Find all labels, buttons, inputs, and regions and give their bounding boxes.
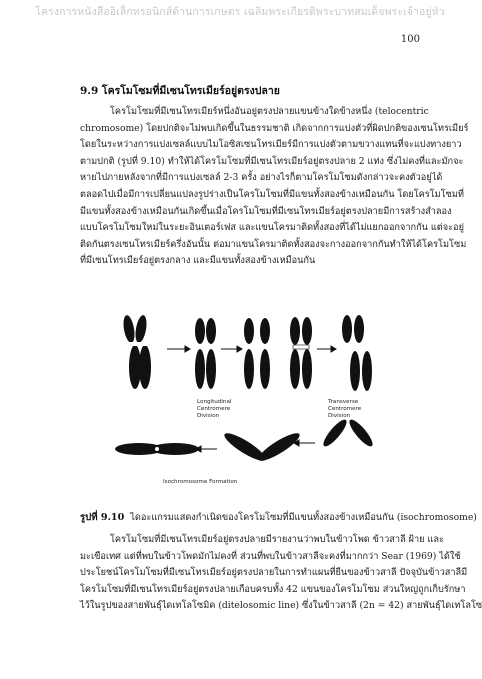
label-transverse-line: Division <box>328 413 351 419</box>
caption-number: รูปที่ 9.10 <box>80 512 125 523</box>
label-longitudinal-line: Longitudinal <box>197 399 232 405</box>
section-title: 9.9 โครโมโซมที่มีเซนโทรเมียร์อยู่ตรงปลาย <box>80 85 280 97</box>
paragraph-occurrence <box>80 532 482 615</box>
arrow-icon <box>221 346 242 352</box>
paragraph-line: โครโมโซมที่มีเซนโทรเมียร์อยู่ตรงปลายเกือบครบทั้ง 42 แขนของโครโมโซม ส่วนใหญ่ถูกเก็บรักษา <box>80 583 466 595</box>
running-header: โครงการหนังสืออิเล็กทรอนิกส์ด้านการเกษตร เฉลิมพระเกียรติพระบาทสมเด็จพระเจ้าอยู่หัว <box>35 6 445 18</box>
paragraph-line: ตลอดไปเมื่อมีการเปลี่ยนแปลงรูปร่างเป็นโครโมโซมที่มีแขนทั้งสองข้างเหมือนกัน โดยโครโมโซมที่ <box>80 188 464 200</box>
paragraph-line: ติดกันตรงเซนโทรเมียร์ครึ่งอันนั้น ต่อมาแขนโครมาติดทั้งสองจะกางออกจากกันทำให้ได้โครโมโซม <box>80 238 467 250</box>
label-transverse-line: Transverse <box>328 399 359 405</box>
paragraph-line: chromosome) โดยปกติจะไม่พบเกิดขึ้นในธรรมชาติ เกิดจากการแบ่งตัวที่ผิดปกติของเซนโทรเมียร์ <box>80 122 469 134</box>
label-isochromosome-formation: Isochromosome Formation <box>163 479 238 485</box>
arrow-icon <box>317 346 336 352</box>
paragraph-telocentric <box>80 104 469 270</box>
paragraph-line: โดยในระหว่างการแบ่งเซลล์แบบไมโอซิสเซนโทรเมียร์มีการแบ่งตัวตามขวางแทนที่จะแบ่งทางยาว <box>80 139 462 151</box>
paragraph-line: ที่มีเซนโทรเมียร์อยู่ตรงกลาง และมีแขนทั้งสองข้างเหมือนกัน <box>80 255 316 267</box>
arrow-icon <box>167 346 190 352</box>
paragraph-line: ไว้ในรูปของสายพันธุ์ไดเทโลโซมิค (ditelosomic line) ซึ่งในข้าวสาลี (2n = 42) สายพันธุ์ไดเทโลโซ <box>80 600 482 612</box>
chromosome-longitudinal-start <box>122 314 151 389</box>
chromosome-partially-spread <box>221 429 302 465</box>
figure-caption <box>80 510 477 525</box>
diagram-svg <box>115 315 385 495</box>
chromosome-longitudinal-result <box>244 318 270 389</box>
paragraph-line: ประโยชน์โครโมโซมที่มีเซนโทรเมียร์อยู่ตรงปลายในการทำแผนที่ยีนของข้าวสาลี ปัจจุบันข้าวสาลีมี <box>80 567 468 579</box>
isochromosome-result <box>115 443 199 455</box>
paragraph-line: โครโมโซมที่มีเซนโทรเมียร์อยู่ตรงปลายมีรายงานว่าพบในข้าวโพด ข้าวสาลี ฝ้าย และ <box>110 534 444 545</box>
chromosome-transverse-start <box>290 317 312 389</box>
paragraph-line: แบบโครโมโซมใหม่ในระยะอินเตอร์เฟส และแขนโครมาติดทั้งสองที่ได้ไม่แยกออกจากกัน แต่จะอยู่ <box>80 222 464 234</box>
paragraph-line: หายไปภายหลังจากที่มีการแบ่งเซลล์ 2-3 ครั้ง อย่างไรก็ตามโครโมโซมดังกล่าวจะคงตัวอยู่ได้ <box>80 172 443 184</box>
paragraph-line: มะเขือเทศ แต่ที่พบในข้าวโพดมักไม่คงที่ ส่วนที่พบในข้าวสาลีจะคงที่มากกว่า Sear (1969) ได้ใช้ <box>80 550 461 562</box>
paragraph-line: โครโมโซมที่มีเซนโทรเมียร์หนึ่งอันอยู่ตรงปลายแขนข้างใดข้างหนึ่ง (telocentric <box>110 106 429 117</box>
arrow-icon <box>196 446 217 452</box>
isochromosome-diagram <box>115 315 385 495</box>
arrow-icon <box>294 440 315 446</box>
paragraph-line: ตามปกติ (รูปที่ 9.10) ทำให้ได้โครโมโซมที่มีเซนโทรเมียร์อยู่ตรงปลาย 2 แท่ง ซึ่งไม่คงที่และมักจะ <box>80 155 464 167</box>
chromosome-spreading-pair <box>320 417 376 449</box>
page-number: 100 <box>400 34 420 45</box>
chromosome-transverse-result <box>342 315 372 391</box>
chromosome-longitudinal-mid <box>195 318 216 389</box>
paragraph-line: มีแขนทั้งสองข้างเหมือนกันเกิดขึ้นเมื่อโครโมโซมที่มีเซนโทรเมียร์อยู่ตรงปลายมีการสร้างสำลอง <box>80 205 452 217</box>
label-longitudinal-line: Division <box>197 413 220 419</box>
label-transverse-line: Centromere <box>328 406 362 412</box>
caption-text: ไดอะแกรมแสดงกำเนิดของโครโมโซมที่มีแขนทั้งสองข้างเหมือนกัน (isochromosome) <box>130 512 477 523</box>
label-longitudinal-line: Centromere <box>197 406 231 412</box>
